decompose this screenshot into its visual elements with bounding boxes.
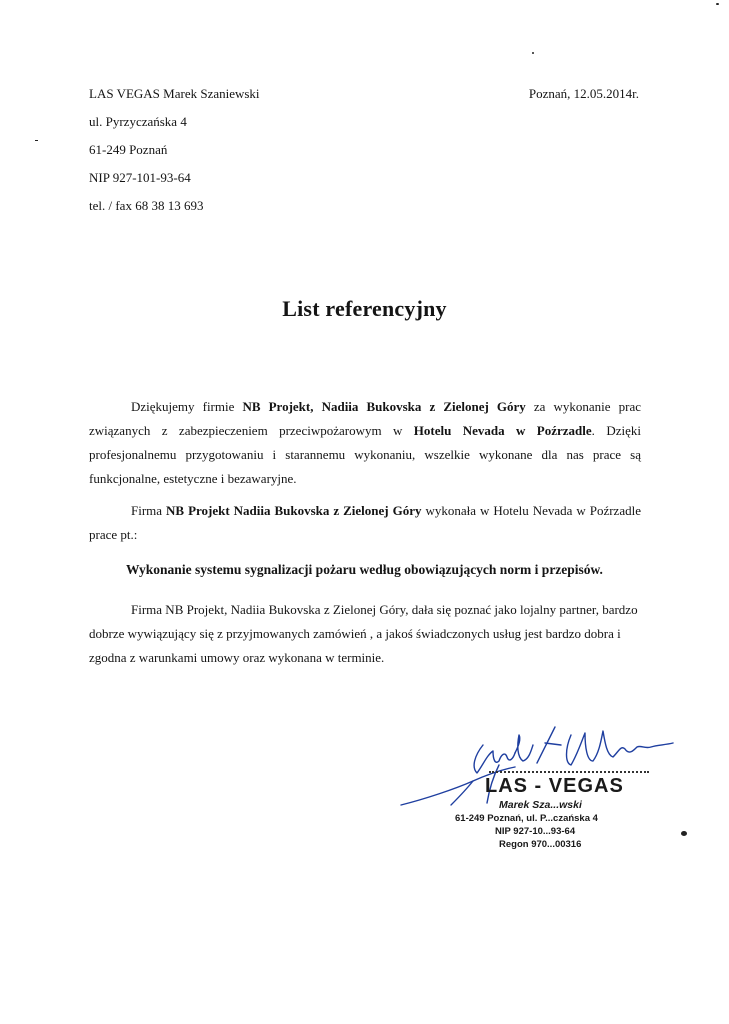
- p2-text-1: Firma: [131, 503, 167, 518]
- p1-text-2: za wykonanie prac związanych z zabezpieczeniem przeciwpożarowym w: [89, 399, 641, 438]
- scan-speck: [532, 52, 534, 54]
- scan-speck: [35, 140, 38, 141]
- p1-text-1: Dziękujemy firmie: [131, 399, 243, 414]
- stamp-address: 61-249 Poznań, ul. P...czańska 4: [455, 813, 598, 824]
- p1-hotel-bold: Hotelu Nevada w Poźrzadle: [413, 423, 592, 438]
- stamp-dotted-line: [489, 771, 649, 773]
- sender-company: LAS VEGAS Marek Szaniewski: [89, 86, 260, 101]
- stamp-company-name: LAS - VEGAS: [485, 775, 624, 797]
- stamp-owner: Marek Sza...wski: [499, 799, 582, 811]
- sender-phone: tel. / fax 68 38 13 693: [89, 198, 204, 213]
- place-date: Poznań, 12.05.2014r.: [528, 86, 639, 101]
- sender-block: [89, 80, 260, 220]
- work-title: Wykonanie systemu sygnalizacji pożaru według obowiązujących norm i przepisów.: [126, 562, 603, 577]
- p1-text-3: . Dzięki profesjonalnemu przygotowaniu i starannemu wykonaniu, wszelkie wykonane dla nas prace są funkcjonalne, estetyczne i bezawaryjne.: [89, 423, 641, 486]
- paragraph-work: [89, 499, 641, 547]
- scan-speck: [681, 831, 687, 836]
- p2-company-bold: NB Projekt Nadiia Bukovska z Zielonej Góry: [166, 503, 422, 518]
- letter-title: List referencyjny: [282, 296, 447, 321]
- p3-text: Firma NB Projekt, Nadiia Bukovska z Zielonej Góry, dała się poznać jako lojalny partner, bardzo dobrze wywiązujący się z przyjmowanych zamówień , a jakoś świadczonych usług jest bardzo dobra i zgodna z warunkami umowy oraz wykonana w terminie.: [89, 602, 638, 665]
- p2-text-2: wykonała w Hotelu Nevada w Poźrzadle prace pt.:: [89, 503, 641, 542]
- sender-city: 61-249 Poznań: [89, 142, 168, 157]
- paragraph-partner: [89, 598, 641, 670]
- p1-company-bold: NB Projekt, Nadiia Bukovska z Zielonej Góry: [242, 399, 526, 414]
- sender-street: ul. Pyrzyczańska 4: [89, 114, 187, 129]
- scan-speck: [716, 3, 719, 5]
- stamp-nip: NIP 927-10...93-64: [495, 826, 576, 837]
- sender-nip: NIP 927-101-93-64: [89, 170, 191, 185]
- paragraph-thanks: [89, 395, 641, 491]
- stamp-regon: Regon 970...00316: [499, 839, 582, 850]
